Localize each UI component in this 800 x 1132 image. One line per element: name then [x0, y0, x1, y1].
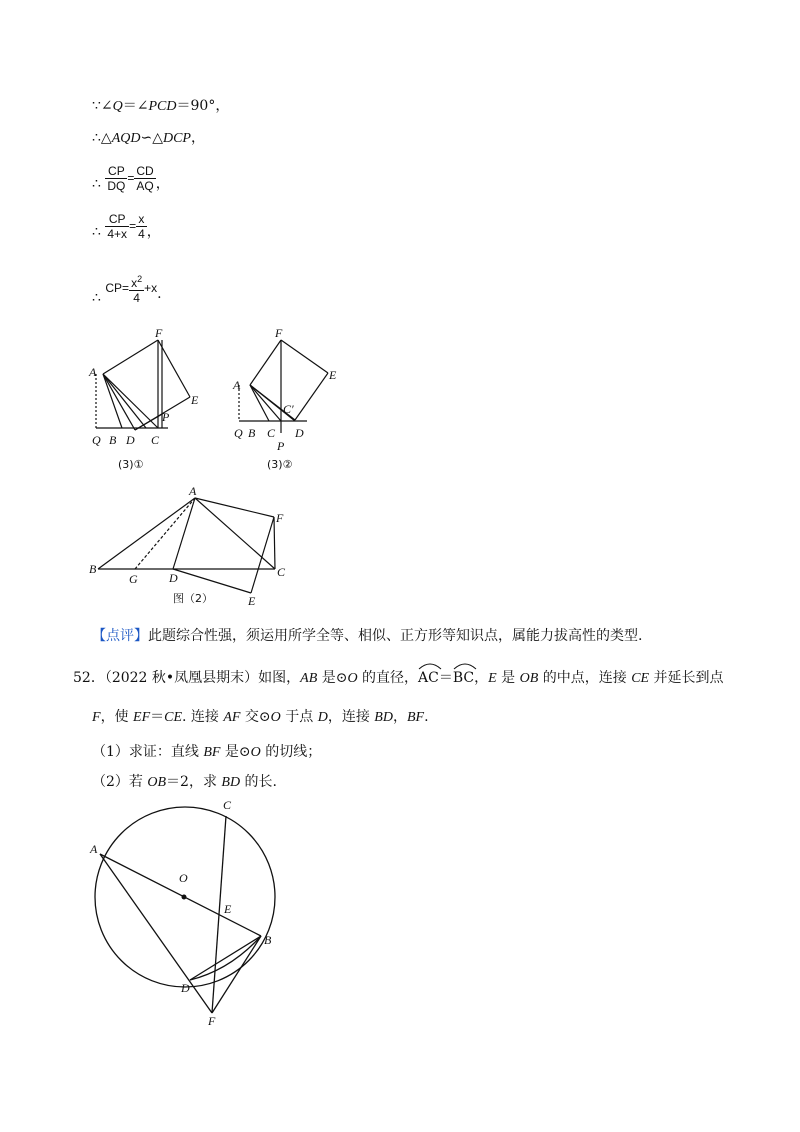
problem-source: （2022 秋•凤凰县期末） — [104, 670, 259, 686]
text: （2）若 — [92, 774, 148, 790]
text: OB — [519, 671, 539, 686]
denominator: DQ — [107, 178, 126, 193]
figure-caption: (3)② — [267, 458, 293, 471]
point-label: F — [208, 1014, 216, 1028]
problem-52-question-2 — [92, 773, 277, 792]
point-label: Q — [234, 426, 243, 440]
point-label: A — [189, 485, 197, 498]
exponent: 2 — [137, 273, 143, 284]
point-label: B — [264, 933, 272, 947]
text: 于点 — [280, 709, 318, 725]
arc-symbol — [453, 662, 477, 670]
text: 交⊙ — [240, 709, 271, 725]
point-label: Q — [92, 433, 101, 447]
point-label: A — [89, 365, 97, 379]
text: OB — [147, 775, 167, 790]
denominator: 4 — [129, 290, 144, 305]
problem-number: 52． — [73, 670, 105, 686]
numerator: CP — [108, 211, 126, 226]
figure-52 — [80, 795, 290, 1035]
text: 是⊙ — [317, 670, 348, 686]
point-label: C — [151, 433, 160, 447]
problem-52-question-1 — [92, 743, 321, 762]
solution-line-2 — [92, 129, 205, 148]
text: ∽△ — [140, 130, 163, 146]
text: O — [347, 671, 358, 686]
comment — [92, 627, 642, 645]
point-label: D — [126, 433, 135, 447]
text: = — [127, 171, 135, 185]
point-label: B — [89, 562, 97, 576]
point-label: B — [109, 433, 117, 447]
text: BF — [203, 745, 221, 760]
text: ， — [190, 130, 205, 146]
text: BD — [374, 710, 393, 725]
text: 的中点，连接 — [538, 670, 632, 686]
point-label: A — [233, 378, 241, 392]
text: ，使 — [100, 709, 134, 725]
text: ∴ — [92, 224, 101, 240]
center-point — [182, 895, 187, 900]
denominator: 4 — [138, 226, 145, 241]
arc-symbol — [418, 662, 442, 670]
figure-caption: 图（2） — [173, 592, 213, 605]
denominator: AQ — [136, 178, 154, 193]
text: ， — [155, 176, 170, 192]
text: 并延长到点 — [649, 670, 724, 686]
text: ＝2，求 — [166, 774, 222, 790]
text: 的直径， — [357, 670, 419, 686]
numerator: CD — [136, 163, 154, 178]
point-label: E — [248, 594, 256, 608]
text: ∵∠ — [92, 98, 113, 114]
point-label: A — [90, 842, 98, 856]
text: EF — [133, 710, 151, 725]
fraction — [105, 164, 127, 193]
point-label: E — [224, 902, 232, 916]
text: ＝ — [150, 709, 165, 725]
solution-line-5 — [92, 268, 162, 308]
text: CE — [631, 671, 650, 686]
point-label: D — [295, 426, 304, 440]
fraction — [134, 164, 155, 193]
text: ， — [474, 670, 489, 686]
text: ， — [392, 709, 407, 725]
numerator: CP — [108, 163, 125, 178]
point-label: D — [169, 571, 178, 585]
text: O — [250, 745, 261, 760]
text: AC — [418, 670, 439, 686]
figure-2 — [85, 485, 300, 610]
text: BD — [221, 775, 241, 790]
text: CE — [164, 710, 183, 725]
text: E — [488, 671, 497, 686]
problem-52-line-2 — [92, 708, 429, 727]
text: F — [92, 710, 101, 725]
arc-ac — [418, 669, 439, 687]
text: ∴△ — [92, 130, 112, 146]
text: BC — [452, 670, 475, 686]
text: ＝∠ — [122, 98, 149, 114]
text: AQD — [111, 131, 141, 146]
text: = — [129, 219, 137, 233]
fraction — [136, 212, 147, 241]
text: PCD — [148, 99, 177, 114]
text: +x — [144, 281, 158, 295]
point-label: C — [267, 426, 276, 440]
figure-3-2 — [225, 325, 355, 475]
text: x — [131, 275, 138, 290]
point-label: F — [276, 511, 284, 525]
text: BF — [406, 710, 425, 725]
figure-caption: (3)① — [118, 458, 144, 471]
point-label: F — [155, 326, 163, 340]
arc-bc — [453, 669, 474, 687]
comment-tag: 【点评】 — [92, 628, 148, 644]
text: DCP — [162, 131, 191, 146]
text: . 连接 — [182, 709, 224, 725]
point-label: E — [191, 393, 199, 407]
text: Q — [112, 99, 123, 114]
text: CP= — [105, 281, 130, 295]
text: AF — [223, 710, 241, 725]
text: 是⊙ — [220, 744, 251, 760]
point-label: P — [162, 410, 170, 424]
text: ∴ — [92, 290, 101, 306]
fraction — [129, 272, 144, 305]
text: 的长. — [240, 774, 277, 790]
text: ＝ — [438, 670, 453, 686]
solution-line-1 — [92, 97, 229, 116]
point-label: C′ — [283, 402, 294, 416]
point-label: D — [181, 981, 190, 995]
text: ＝90°， — [176, 98, 230, 114]
denominator: 4+x — [107, 226, 128, 241]
point-label: F — [275, 326, 283, 340]
text: AB — [300, 671, 318, 686]
point-label: P — [277, 439, 285, 453]
text: 是 — [496, 670, 520, 686]
point-label: C — [277, 565, 286, 579]
text: 如图， — [258, 670, 301, 686]
text: . — [424, 709, 429, 725]
text: D — [317, 710, 328, 725]
numerator — [129, 272, 144, 290]
point-label: C — [223, 798, 232, 812]
text: ，连接 — [327, 709, 375, 725]
problem-52-line-1 — [73, 669, 724, 688]
text: （1）求证：直线 — [92, 744, 204, 760]
comment-text: 此题综合性强，须运用所学全等、相似、正方形等知识点，属能力拔高性的类型. — [148, 628, 643, 644]
point-label: B — [248, 426, 256, 440]
text: ， — [146, 224, 161, 240]
numerator: x — [138, 211, 145, 226]
figure-3-1 — [80, 325, 220, 475]
point-label: E — [329, 368, 337, 382]
text: 的切线； — [260, 744, 322, 760]
text: ∴ — [92, 176, 101, 192]
solution-line-4 — [92, 208, 161, 244]
fraction — [105, 212, 129, 241]
point-label: G — [129, 572, 138, 586]
text: O — [270, 710, 281, 725]
point-label: O — [179, 871, 188, 885]
solution-line-3 — [92, 160, 170, 196]
text: . — [157, 286, 162, 302]
